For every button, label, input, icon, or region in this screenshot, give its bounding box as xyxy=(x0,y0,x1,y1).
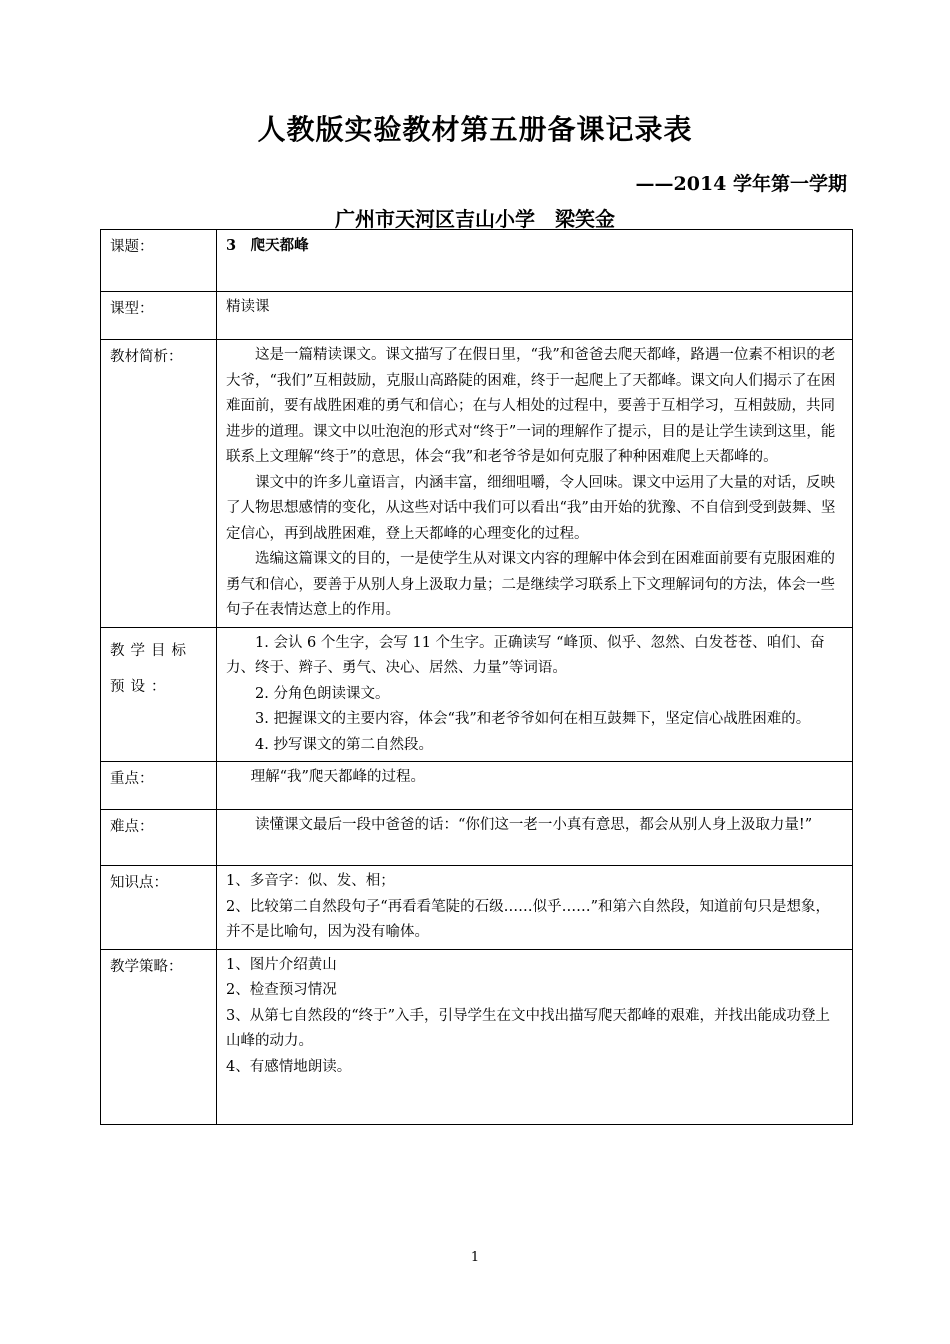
value-knowledge xyxy=(217,866,853,950)
goal-item: 3. 把握课文的主要内容，体会“我”和老爷爷如何在相互鼓舞下，坚定信心战胜困难的。 xyxy=(255,711,811,727)
row-knowledge xyxy=(101,866,853,950)
value-key xyxy=(217,762,853,810)
analysis-paragraph: 这是一篇精读课文。课文描写了在假日里，“我”和爸爸去爬天都峰，路遇一位素不相识的老大爷，“我们”互相鼓励，克服山高路陡的困难，终于一起爬上了天都峰。课文向人们揭示了在困难面前，要有战胜困难的勇气和信心；在与人相处的过程中，要善于互相学习，互相鼓励，共同进步的道理。课文中以吐泡泡的形式对“终于”一词的理解作了提示，目的是让学生读到这里，能联系上文理解“终于”的意思，体会“我”和老爷爷是如何克服了种种困难爬上天都峰的。 xyxy=(226,347,836,465)
page-number: 1 xyxy=(470,1250,480,1265)
knowledge-item: 1、多音字：似、发、相； xyxy=(226,873,395,889)
row-analysis xyxy=(101,340,853,628)
analysis-paragraph: 选编这篇课文的目的，一是使学生从对课文内容的理解中体会到在困难面前要有克服困难的勇气和信心，要善于从别人身上汲取力量；二是继续学习联系上下文理解词句的方法，体会一些句子在表情达意上的作用。 xyxy=(226,551,835,618)
value-analysis xyxy=(217,340,853,628)
analysis-paragraph: 课文中的许多儿童语言，内涵丰富，细细咀嚼，令人回味。课文中运用了大量的对话，反映了人物思想感情的变化，从这些对话中我们可以看出“我”由开始的犹豫、不自信到受到鼓舞、坚定信心，再到战胜困难，登上天都峰的心理变化的过程。 xyxy=(226,474,836,542)
strategy-item: 4、有感情地朗读。 xyxy=(226,1058,352,1075)
value-difficulty xyxy=(217,810,853,866)
lesson-record-table xyxy=(100,229,853,1125)
label-type: 课型： xyxy=(101,292,217,340)
row-topic xyxy=(101,230,853,292)
page-title: 人教版实验教材第五册备课记录表 xyxy=(257,113,693,146)
goal-item: 1. 会认 6 个生字，会写 11 个生字。正确读写 “峰顶、似乎、忽然、白发苍苍、咱们、奋力、终于、辫子、勇气、决心、居然、力量”等词语。 xyxy=(226,634,825,676)
label-knowledge: 知识点： xyxy=(101,866,217,950)
value-topic: 3 爬天都峰 xyxy=(217,230,853,292)
goal-item: 4. 抄写课文的第二自然段。 xyxy=(255,736,433,753)
strategy-item: 2、检查预习情况 xyxy=(226,982,337,998)
label-strategy: 教学策略： xyxy=(101,949,217,1124)
label-difficulty: 难点： xyxy=(101,810,217,866)
row-difficulty xyxy=(101,810,853,866)
strategy-item: 3、从第七自然段的“终于”入手，引导学生在文中找出描写爬天都峰的艰难，并找出能成功登上山峰的动力。 xyxy=(226,1007,831,1049)
label-analysis: 教材简析： xyxy=(101,340,217,628)
strategy-item: 1、图片介绍黄山 xyxy=(226,956,337,973)
knowledge-item: 2、比较第二自然段句子“再看看笔陡的石级……似乎……”和第六自然段，知道前句只是想象，并不是比喻句，因为没有喻体。 xyxy=(226,898,831,940)
value-goals xyxy=(217,627,853,762)
label-goals xyxy=(101,627,217,762)
term-subtitle: ——2014 学年第一学期 xyxy=(635,173,847,195)
row-goals xyxy=(101,627,853,762)
label-key: 重点： xyxy=(101,762,217,810)
row-key xyxy=(101,762,853,810)
goal-item: 2. 分角色朗读课文。 xyxy=(255,685,390,702)
label-goals-text: 教学目标预设： xyxy=(110,642,192,695)
row-strategy xyxy=(101,949,853,1124)
label-topic: 课题： xyxy=(101,230,217,292)
value-strategy xyxy=(217,949,853,1124)
school-author: 广州市天河区吉山小学 梁笑金 xyxy=(335,207,615,231)
difficulty-text: 读懂课文最后一段中爸爸的话：“你们这一老一小真有意思，都会从别人身上汲取力量!” xyxy=(255,817,813,833)
value-type: 精读课 xyxy=(217,292,853,340)
key-text: 理解“我”爬天都峰的过程。 xyxy=(250,769,425,785)
row-type xyxy=(101,292,853,340)
